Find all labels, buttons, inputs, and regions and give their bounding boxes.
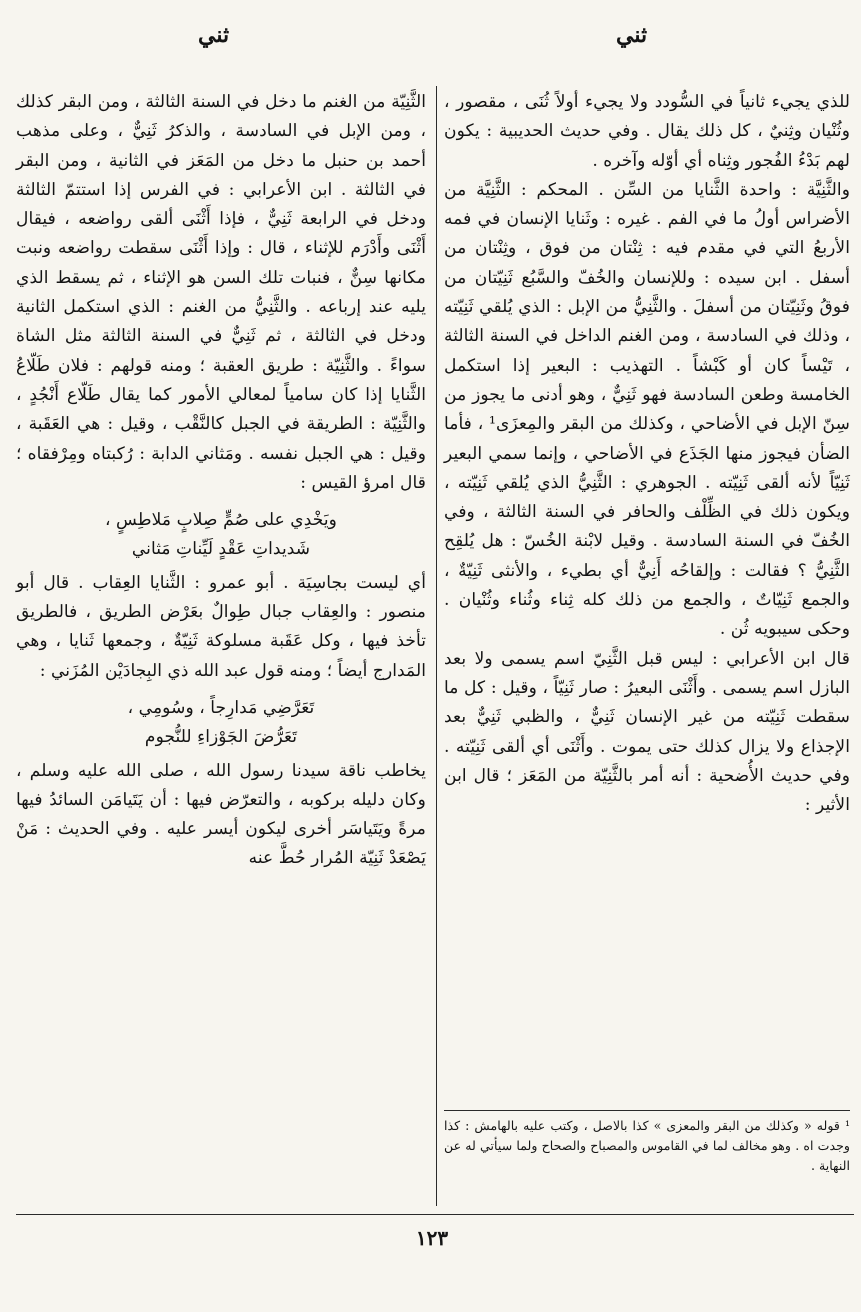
verse-abdullah xyxy=(16,694,426,753)
header-left-title: ثني xyxy=(198,22,230,48)
header-right-title: ثني xyxy=(616,22,648,48)
paragraph: والثَّنِيَّة : واحدة الثَّنايا من السِّن . المحكم : الثَّنِيَّة من الأضراس أولُ ما في الفم . غيره : وثَنايا الإنسان في فمه الأربعُ التي في مقدم فيه : ثِنْتان من فوق ، وثِنْتان من أسفل . ابن سيده : وللإنسان والخُفّ والسَّبُع ثَنِيّتان من فوقُ وثَنِيّتان من أسفلَ . والثَّنِيُّ من الإبل : الذي يُلقي ثَنِيّته ، وذلك في السادسة ، ومن الغنم الداخل في السنة الثالثة ، تَيْساً كان أو كَبْشاً . التهذيب : البعير إذا استكمل الخامسة وطعن السادسة فهو ثَنِيٌّ ، وهو أدنى ما يجوز من سِنّ الإبل في الأضاحي ، وكذلك من البقر والمِعزَى¹ ، فأما الضأن فيجوز منها الجَذَع في الأضاحي ، وإنما سمي البعير ثَنِيّاً لأنه ألقى ثَنِيّته . الجوهري : الثَّنِيُّ الذي يُلقي ثَنِيّته ، ويكون ذلك في الظِّلْف والحافر في السنة الثالثة ، وفي الخُفّ في السنة السادسة . وقيل لابْنة الخُسّ : هل يُلقِح الثَّنِيُّ ؟ فقالت : وإلقاحُه أَنِيٌّ أي بطيء ، والأنثى ثَنِيّةٌ ، والجمع ثَنِيّاتٌ ، والجمع من ذلك كله ثِناء وثُناء وثُنْيان . وحكى سيبويه ثُن . xyxy=(444,179,850,640)
paragraph: أي ليست بجاسِيَة . أبو عمرو : الثَّنايا العِقاب . قال أبو منصور : والعِقاب جبال طِوالٌ بعَرْض الطريق ، فالطريق تأخذ فيها ، وكل عَقَبة مسلوكة ثَنِيّةٌ ، وجمعها ثَنايا ، وهي المَدارج أيضاً ؛ ومنه قول عبد الله ذي البِجادَيْن المُزَني : xyxy=(16,572,426,681)
verse-imru-al-qays xyxy=(16,506,426,565)
verse-line: تَعَرَّضِي مَدارِجاً ، وسُومِي ، xyxy=(127,697,315,718)
left-column xyxy=(16,88,426,874)
paragraph: الثَّنِيّة من الغنم ما دخل في السنة الثالثة ، ومن البقر كذلك ، ومن الإبل في السادسة ، والذكرُ ثَنِيٌّ ، وعلى مذهب أحمد بن حنبل ما دخل من المَعَز في الثانية ، ومن البقر في الثالثة . ابن الأعرابي : في الفرس إذا استتمّ الثالثة ودخل في الرابعة ثَنِيٌّ ، فإذا أَثْنَى ألقى رواضعه ، فيقال أَثْنَى وأَدْرَم للإثناء ، قال : وإذا أَثْنَى سقطت رواضعه ونبت مكانها سِنٌّ ، فنبات تلك السن هو الإثناء ، ثم يسقط الذي يليه عند إرباعه . والثَّنِيُّ من الغنم : الذي استكمل الثانية ودخل في الثالثة ، ثم ثَنِيٌّ في السنة الثالثة مثل الشاة سواءً . والثَّنِيّة : طريق العقبة ؛ ومنه قولهم : فلان طَلّاعُ الثَّنايا إذا كان سامياً لمعالي الأمور كما يقال طَلّاع أَنْجُدٍ ، والثَّنِيّة : الطريقة في الجبل كالنَّقْب ، وقيل : هي العَقَبة ، وقيل : هي الجبل نفسه . ومَثاني الدابة : رُكبتاه ومِرْفقاه ؛ قال امرؤ القيس : xyxy=(16,92,426,493)
page-number: ١٢٣ xyxy=(415,1226,449,1250)
verse-line: تَعَرُّضَ الجَوْزاءِ للنُّجوم xyxy=(144,727,298,748)
right-column xyxy=(444,88,850,820)
footnote: ¹ قوله « وكذلك من البقر والمعزى » كذا بالاصل ، وكتب عليه بالهامش : كذا وجدت اه . وهو مخالف لما في القاموس والمصباح والصحاح ولما سيأتي له عن النهاية . xyxy=(444,1118,850,1173)
page-bottom-rule xyxy=(16,1214,854,1215)
verse-line: ويَخْدِي على صُمٍّ صِلابٍ مَلاطِسٍ ، xyxy=(105,510,337,531)
footnote-divider xyxy=(444,1110,850,1111)
paragraph: للذي يجيء ثانياً في السُّودد ولا يجيء أولاً ثُنَى ، مقصور ، وثُنْيان وثِنيٌ ، كل ذلك يقال . وفي حديث الحديبية : يكون لهم بَدْءُ الفُجور وثِناه أي أوّله وآخره . xyxy=(444,92,850,171)
verse-line: شَديداتِ عَقْدٍ لَيِّناتِ مَثاني xyxy=(131,539,311,560)
column-divider xyxy=(436,86,437,1206)
paragraph: يخاطب ناقة سيدنا رسول الله ، صلى الله عليه وسلم ، وكان دليله بركوبه ، والتعرّض فيها : أن يَتَيامَن السائدُ فيها مرةً ويَتَياسَر أخرى ليكون أيسر عليه . وفي الحديث : مَنْ يَصْعَدْ ثَنِيّة المُرار حُطَّ عنه xyxy=(16,760,426,869)
paragraph: قال ابن الأعرابي : ليس قبل الثَّنِيّ اسم يسمى ولا بعد البازل اسم يسمى . وأَثْنَى البعيرُ : صار ثَنِيّاً ، وقيل : كل ما سقطت ثَنِيّته من غير الإنسان ثَنِيٌّ ، والظبي ثَنِيٌّ بعد الإجذاع ولا يزال كذلك حتى يموت . وأَثْنَى أي ألقى ثَنِيّته . وفي حديث الأُضحية : أنه أمر بالثَّنِيّة من المَعَز ؛ قال ابن الأثير : xyxy=(444,648,850,816)
